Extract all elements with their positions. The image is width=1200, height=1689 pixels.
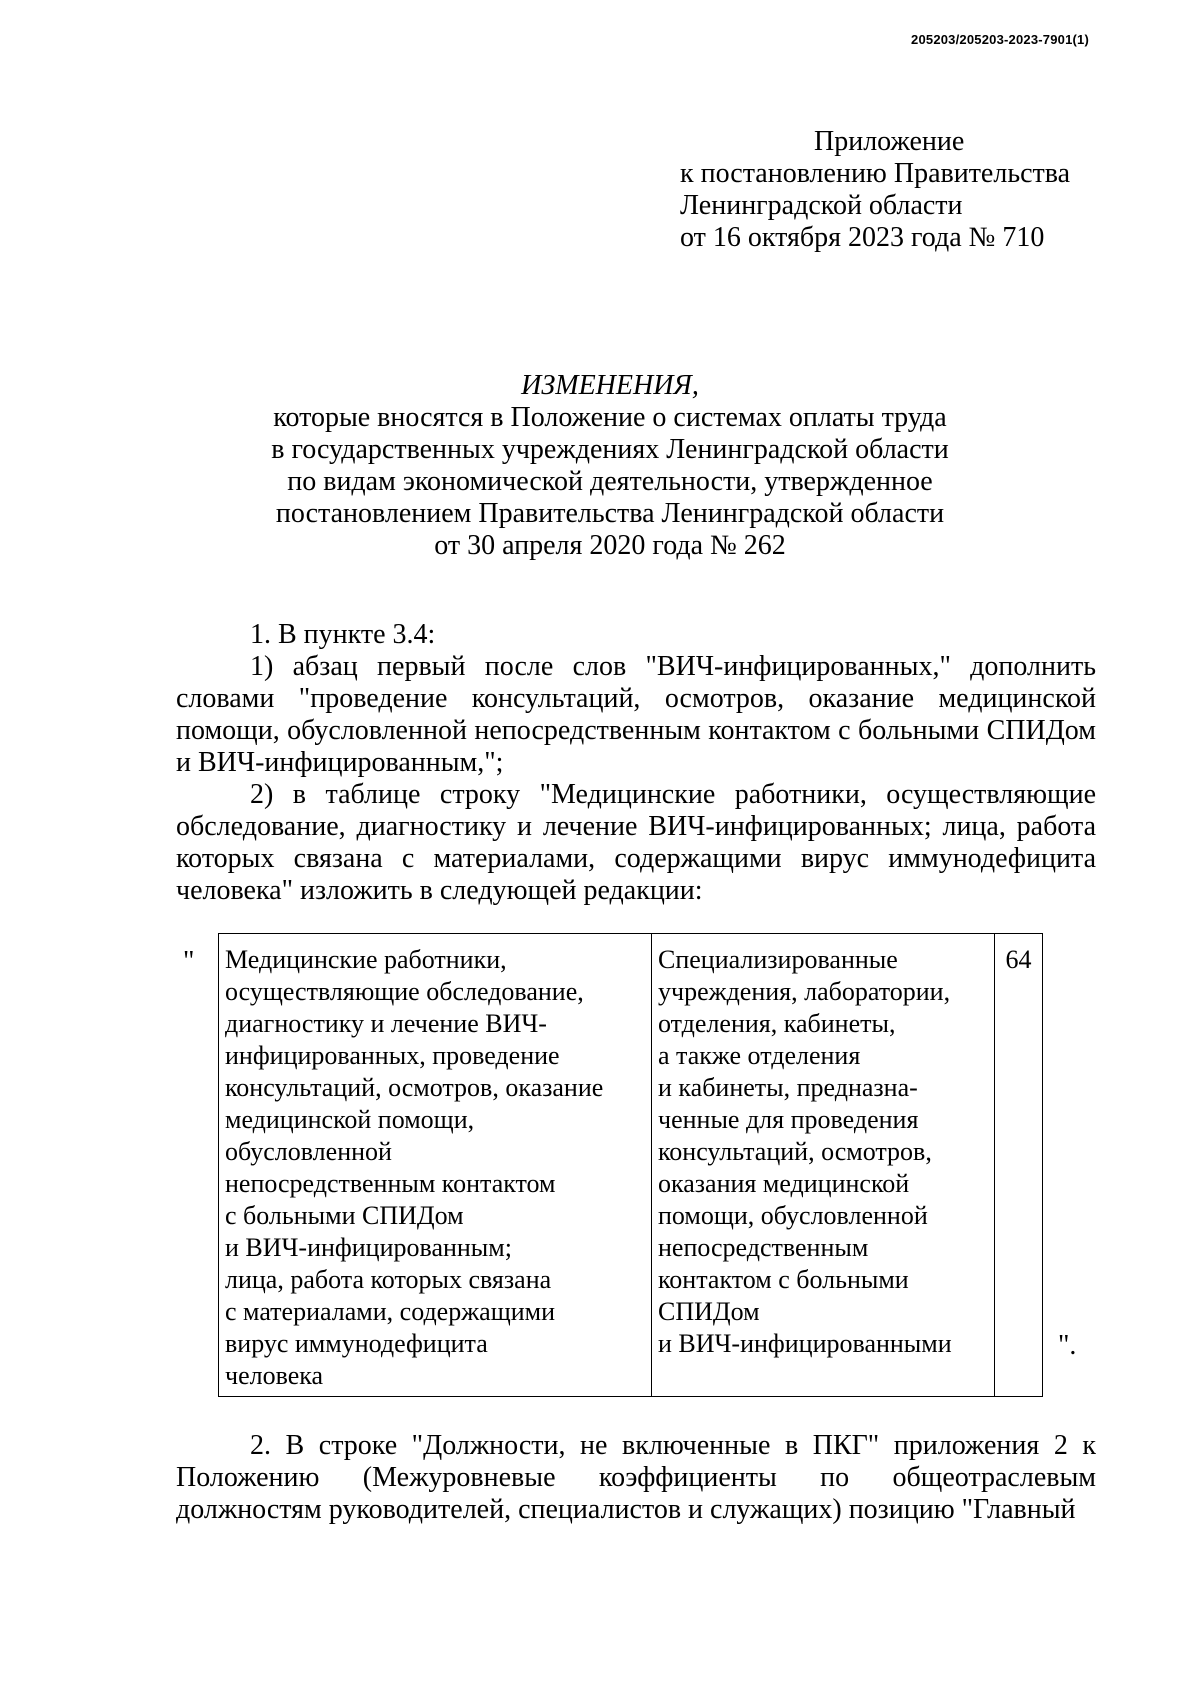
section1-item2: 2) в таблице строку "Медицинские работники, осуществляющие обследование, диагностику и лечение ВИЧ-инфицированных; лица, работа которых связана с материалами, содержащими вирус иммунодефицита человека" изложить в следующей редакции: — [176, 779, 1096, 906]
cell-line: лица, работа которых связана — [225, 1265, 552, 1294]
cell-line: СПИДом — [658, 1297, 760, 1326]
cell-line: диагностику и лечение ВИЧ- — [225, 1009, 547, 1038]
appendix-block — [680, 126, 1070, 254]
section2-text: 2. В строке "Должности, не включенные в ПКГ" приложения 2 к Положению (Межуровневые коэффициенты по общеотраслевым должностям руководителей, специалистов и служащих) позицию "Главный — [176, 1430, 1096, 1525]
title-line: в государственных учреждениях Ленинградской области — [271, 434, 949, 465]
section1-heading: 1. В пункте 3.4: — [250, 619, 436, 650]
cell-line: отделения, кабинеты, — [658, 1009, 896, 1038]
cell-line: контактом с больными — [658, 1265, 909, 1294]
table-quote-open: " — [183, 946, 195, 977]
cell-line: человека — [225, 1361, 324, 1390]
table-row — [219, 934, 1043, 1397]
cell-line: Медицинские работники, — [225, 945, 507, 974]
cell-line: а также отделения — [658, 1041, 861, 1070]
cell-line: ченные для проведения — [658, 1105, 919, 1134]
table-cell-positions — [219, 934, 652, 1397]
table-quote-close: ". — [1058, 1330, 1077, 1361]
cell-line: Специализированные — [658, 945, 898, 974]
title-line: по видам экономической деятельности, утвержденное — [287, 466, 933, 497]
cell-line: с материалами, содержащими — [225, 1297, 556, 1326]
title-line: постановлением Правительства Ленинградской области — [275, 498, 945, 529]
cell-line: и ВИЧ-инфицированным; — [225, 1233, 512, 1262]
appendix-line: Приложение — [814, 126, 965, 157]
cell-line: осуществляющие обследование, — [225, 977, 584, 1006]
cell-line: консультаций, осмотров, — [658, 1137, 932, 1166]
cell-line: консультаций, осмотров, оказание — [225, 1073, 604, 1102]
cell-line: и кабинеты, предназна- — [658, 1073, 918, 1102]
section1-item1: 1) абзац первый после слов "ВИЧ-инфицированных," дополнить словами "проведение консультаций, осмотров, оказание медицинской помощи, обусловленной непосредственным контактом с больными СПИДом и ВИЧ-инфицированным,"; — [176, 651, 1096, 778]
document-title — [160, 370, 1060, 562]
amendment-table — [218, 933, 1043, 1397]
table-cell-coefficient: 64 — [995, 934, 1043, 1397]
cell-line: и ВИЧ-инфицированными — [658, 1329, 952, 1358]
cell-line: инфицированных, проведение — [225, 1041, 560, 1070]
cell-line: учреждения, лаборатории, — [658, 977, 951, 1006]
cell-line: вирус иммунодефицита — [225, 1329, 488, 1358]
cell-line: медицинской помощи, — [225, 1105, 475, 1134]
cell-line: помощи, обусловленной — [658, 1201, 928, 1230]
table-cell-institutions — [652, 934, 995, 1397]
cell-line: с больными СПИДом — [225, 1201, 464, 1230]
cell-line: непосредственным контактом — [225, 1169, 556, 1198]
title-line: от 30 апреля 2020 года № 262 — [434, 530, 786, 561]
cell-line: обусловленной — [225, 1137, 392, 1166]
cell-line: непосредственным — [658, 1233, 869, 1262]
title-heading: ИЗМЕНЕНИЯ, — [521, 370, 699, 401]
cell-line: оказания медицинской — [658, 1169, 910, 1198]
appendix-line: Ленинградской области — [680, 190, 963, 221]
title-line: которые вносятся в Положение о системах оплаты труда — [273, 402, 947, 433]
appendix-line: к постановлению Правительства — [680, 158, 1071, 189]
document-id: 205203/205203-2023-7901(1) — [911, 32, 1089, 47]
appendix-line: от 16 октября 2023 года № 710 — [680, 222, 1045, 253]
